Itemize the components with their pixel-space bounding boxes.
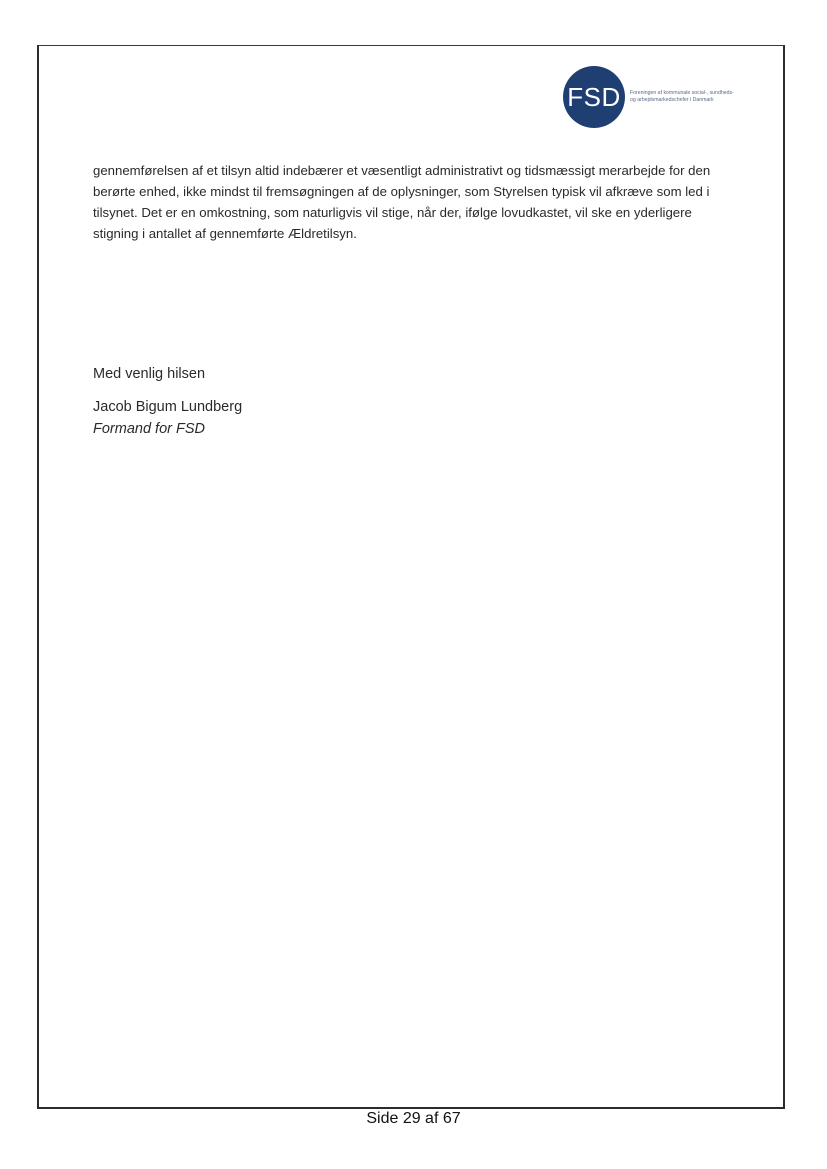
body-paragraph: gennemførelsen af et tilsyn altid indebærer et væsentligt administrativt og tidsmæssigt merarbejde for den berørte enhed, ikke mindst til fremsøgningen af de oplysninger, som Styrelsen typisk vil afkræve som led i tilsynet. Det er en omkostning, som naturligvis vil stige, når der, ifølge lovudkastet, vil ske en yderligere stigning i antallet af gennemførte Ældretilsyn. [93, 163, 711, 241]
fsd-logo-tagline: Foreningen af kommunale social-, sundheds- og arbejdsmarkedschefer i Danmark [630, 90, 734, 103]
signer-title: Formand for FSD [93, 421, 205, 437]
signer-name: Jacob Bigum Lundberg [93, 399, 243, 415]
page-number: Side 29 af 67 [366, 1110, 461, 1127]
fsd-logo-circle: FSD [563, 66, 625, 128]
closing-greeting: Med venlig hilsen [93, 366, 206, 382]
fsd-logo [563, 66, 735, 128]
